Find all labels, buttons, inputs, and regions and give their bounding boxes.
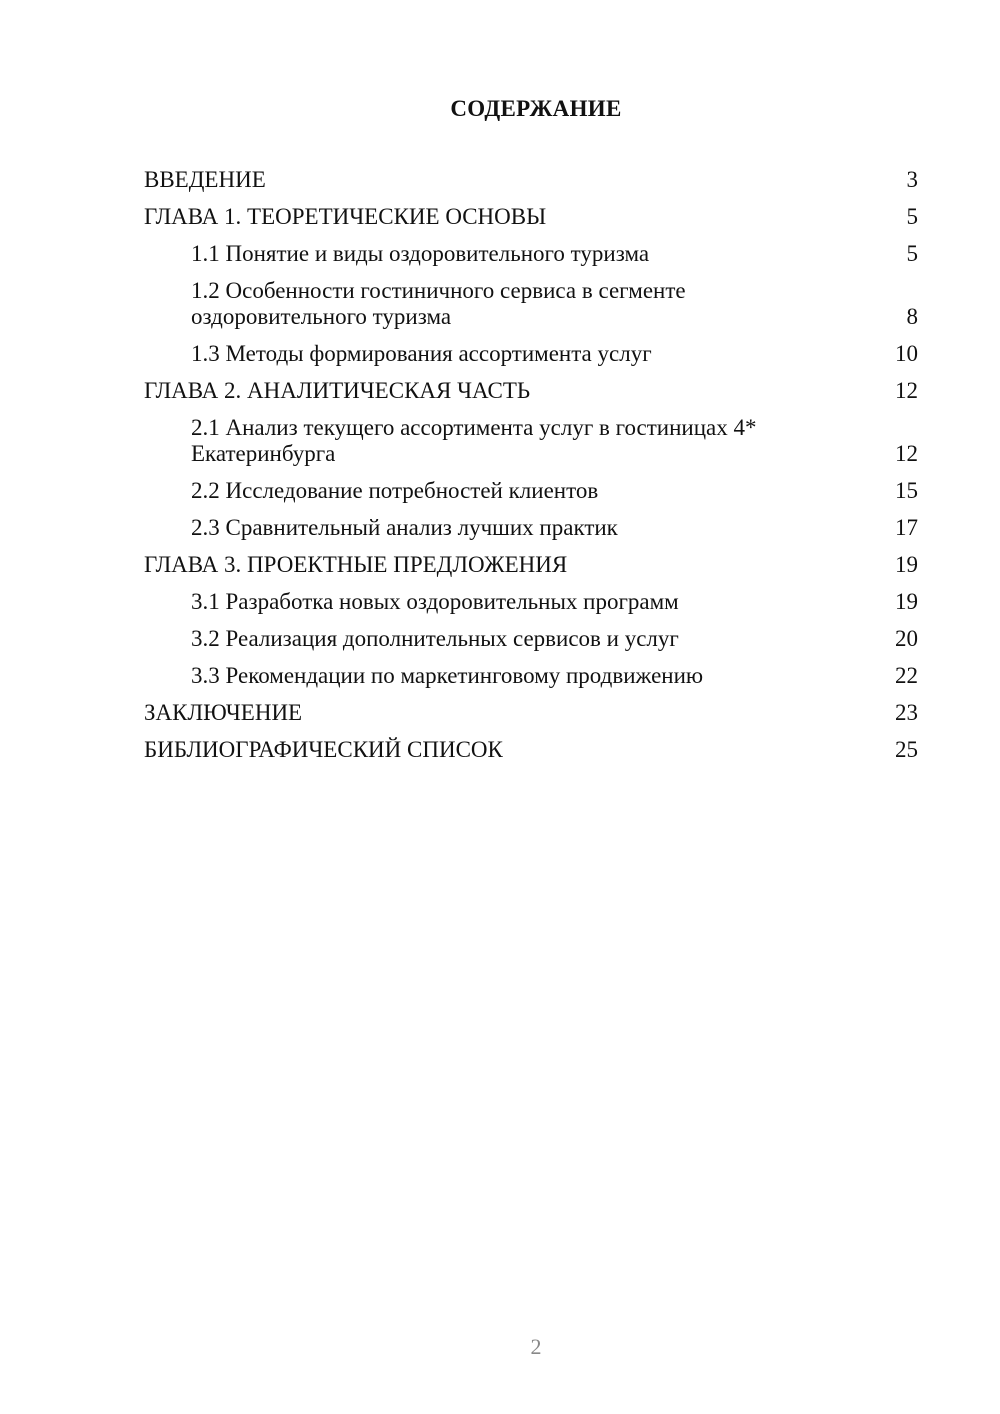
toc-entry-text: 1.2 Особенности гостиничного сервиса в сегменте оздоровительного туризма xyxy=(191,278,686,329)
toc-entry-text: ВВЕДЕНИЕ xyxy=(144,167,266,192)
toc-entry-text: 3.2 Реализация дополнительных сервисов и услуг xyxy=(191,626,679,651)
toc-entry-text: 3.1 Разработка новых оздоровительных программ xyxy=(191,589,679,614)
toc-entry-text: ГЛАВА 3. ПРОЕКТНЫЕ ПРЕДЛОЖЕНИЯ xyxy=(144,552,568,577)
toc-entry-page: 20 xyxy=(895,626,918,651)
toc-entry-page: 5 xyxy=(906,241,918,266)
toc-entry-section-1-1[interactable] xyxy=(144,241,918,267)
toc-title: СОДЕРЖАНИЕ xyxy=(450,96,622,121)
toc-entry-page: 5 xyxy=(906,204,918,229)
toc-entry-page: 23 xyxy=(895,700,918,725)
toc-entry-page: 25 xyxy=(895,737,918,762)
toc-entry-text: ЗАКЛЮЧЕНИЕ xyxy=(144,700,303,725)
toc-entry-page: 8 xyxy=(906,304,918,329)
toc-entry-text: 1.3 Методы формирования ассортимента услуг xyxy=(191,341,652,366)
toc-entry-section-3-2[interactable] xyxy=(144,626,918,652)
toc-entry-text: 3.3 Рекомендации по маркетинговому продвижению xyxy=(191,663,704,688)
table-of-contents xyxy=(144,167,918,774)
toc-entry-text: ГЛАВА 2. АНАЛИТИЧЕСКАЯ ЧАСТЬ xyxy=(144,378,531,403)
toc-entry-section-3-1[interactable] xyxy=(144,589,918,615)
toc-entry-bibliography[interactable] xyxy=(144,737,918,763)
toc-entry-section-2-3[interactable] xyxy=(144,515,918,541)
toc-entry-text: БИБЛИОГРАФИЧЕСКИЙ СПИСОК xyxy=(144,737,503,762)
toc-entry-page: 19 xyxy=(895,552,918,577)
page-number: 2 xyxy=(530,1334,542,1359)
toc-entry-page: 3 xyxy=(906,167,918,192)
toc-entry-page: 12 xyxy=(895,378,918,403)
toc-entry-chapter-2[interactable] xyxy=(144,378,918,404)
toc-entry-section-2-1[interactable] xyxy=(144,415,918,467)
toc-entry-page: 19 xyxy=(895,589,918,614)
toc-entry-text: 2.3 Сравнительный анализ лучших практик xyxy=(191,515,618,540)
toc-entry-page: 22 xyxy=(895,663,918,688)
toc-entry-page: 15 xyxy=(895,478,918,503)
toc-entry-section-1-2[interactable] xyxy=(144,278,918,330)
toc-entry-section-1-3[interactable] xyxy=(144,341,918,367)
toc-entry-page: 17 xyxy=(895,515,918,540)
toc-entry-section-2-2[interactable] xyxy=(144,478,918,504)
toc-entry-text: 1.1 Понятие и виды оздоровительного туризма xyxy=(191,241,650,266)
toc-entry-text: 2.1 Анализ текущего ассортимента услуг в гостиницах 4* Екатеринбурга xyxy=(191,415,757,466)
toc-entry-conclusion[interactable] xyxy=(144,700,918,726)
toc-entry-chapter-1[interactable] xyxy=(144,204,918,230)
toc-entry-introduction[interactable] xyxy=(144,167,918,193)
toc-entry-text: 2.2 Исследование потребностей клиентов xyxy=(191,478,599,503)
toc-entry-page: 12 xyxy=(895,441,918,466)
toc-entry-chapter-3[interactable] xyxy=(144,552,918,578)
toc-entry-section-3-3[interactable] xyxy=(144,663,918,689)
toc-entry-page: 10 xyxy=(895,341,918,366)
toc-entry-text: ГЛАВА 1. ТЕОРЕТИЧЕСКИЕ ОСНОВЫ xyxy=(144,204,547,229)
